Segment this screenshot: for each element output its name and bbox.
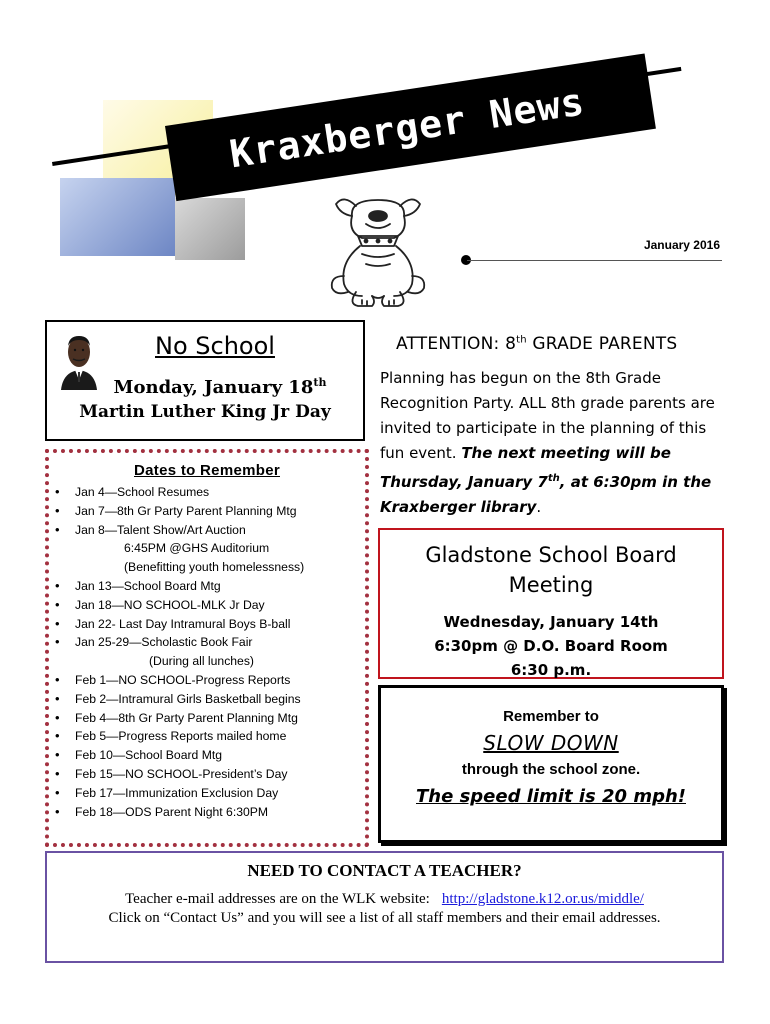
attention-heading-post: GRADE PARENTS xyxy=(526,334,678,354)
contact-instructions: Click on “Contact Us” and you will see a list of all staff members and their email addresses. xyxy=(108,910,661,926)
list-item-detail: (Benefitting youth homelessness) xyxy=(124,560,305,575)
contact-teacher-box xyxy=(45,851,724,963)
contact-title: NEED TO CONTACT A TEACHER? xyxy=(247,861,522,880)
attention-emphasis-post: , at 6:30pm in the Kraxberger library xyxy=(380,473,712,516)
list-item: • Feb 4—8th Gr Party Parent Planning Mtg xyxy=(49,709,365,728)
decorative-square-blue xyxy=(60,178,175,256)
attention-body xyxy=(380,366,720,520)
list-item: • Feb 5—Progress Reports mailed home xyxy=(49,727,365,746)
attention-heading-sup: th xyxy=(516,334,527,346)
list-item: • Feb 2—Intramural Girls Basketball begins xyxy=(49,690,365,709)
list-item: • Jan 13—School Board Mtg xyxy=(49,577,365,596)
contact-website-text: Teacher e-mail addresses are on the WLK website: xyxy=(125,891,430,907)
board-meeting-title: Gladstone School Board Meeting xyxy=(425,543,677,597)
slow-down-headline: SLOW DOWN xyxy=(483,731,619,755)
attention-heading-pre: ATTENTION: 8 xyxy=(396,334,517,354)
list-item: • Jan 8—Talent Show/Art Auction xyxy=(49,521,365,540)
newsletter-title: Kraxberger News xyxy=(226,79,588,177)
no-school-date-suffix: th xyxy=(313,376,327,389)
no-school-date xyxy=(47,376,363,398)
board-meeting-box xyxy=(378,528,724,679)
board-meeting-date: Wednesday, January 14th xyxy=(443,613,659,631)
dates-to-remember-title: Dates to Remember xyxy=(134,462,280,479)
list-item: • Jan 18—NO SCHOOL-MLK Jr Day xyxy=(49,596,365,615)
list-item-detail: (During all lunches) xyxy=(149,654,254,669)
list-item: • Feb 18—ODS Parent Night 6:30PM xyxy=(49,803,365,822)
dates-list xyxy=(49,483,365,821)
decorative-square-gray xyxy=(175,198,245,260)
list-item: • Feb 17—Immunization Exclusion Day xyxy=(49,784,365,803)
date-rule xyxy=(467,260,722,261)
bulldog-mascot-illustration xyxy=(322,192,434,310)
attention-emphasis-sup: th xyxy=(547,473,560,484)
board-meeting-time: 6:30 p.m. xyxy=(510,661,592,679)
contact-website-line xyxy=(47,891,722,908)
slow-down-zone: through the school zone. xyxy=(461,761,641,778)
attention-heading xyxy=(396,334,677,354)
list-item: • Feb 15—NO SCHOOL-President’s Day xyxy=(49,765,365,784)
dates-to-remember-box xyxy=(45,449,369,847)
no-school-title: No School xyxy=(155,332,275,360)
board-meeting-info xyxy=(380,610,722,682)
slow-down-remember: Remember to xyxy=(503,708,599,725)
no-school-box xyxy=(45,320,365,441)
speed-limit-text: The speed limit is 20 mph! xyxy=(416,786,686,807)
list-item: • Jan 4—School Resumes xyxy=(49,483,365,502)
issue-date: January 2016 xyxy=(643,238,720,252)
list-item: • Feb 10—School Board Mtg xyxy=(49,746,365,765)
attention-end: . xyxy=(536,498,542,516)
attention-emphasis-pre: The next meeting will be Thursday, January 7 xyxy=(380,444,671,491)
no-school-holiday: Martin Luther King Jr Day xyxy=(79,402,331,422)
board-meeting-location: 6:30pm @ D.O. Board Room xyxy=(434,637,668,655)
attention-body-text: Planning has begun on the 8th Grade Recognition Party. ALL 8th grade parents are invited to participate in the planning of this fun event. xyxy=(380,369,715,462)
list-item: • Feb 1—NO SCHOOL-Progress Reports xyxy=(49,671,365,690)
list-item: • Jan 22- Last Day Intramural Boys B-ball xyxy=(49,615,365,634)
masthead-banner xyxy=(165,53,656,201)
list-item: • Jan 25-29—Scholastic Book Fair xyxy=(49,633,365,652)
list-item: • Jan 7—8th Gr Party Parent Planning Mtg xyxy=(49,502,365,521)
no-school-date-text: Monday, January 18 xyxy=(113,377,314,398)
slow-down-box xyxy=(378,685,724,843)
school-website-link[interactable]: http://gladstone.k12.or.us/middle/ xyxy=(441,891,644,907)
list-item-detail: 6:45PM @GHS Auditorium xyxy=(124,541,270,556)
